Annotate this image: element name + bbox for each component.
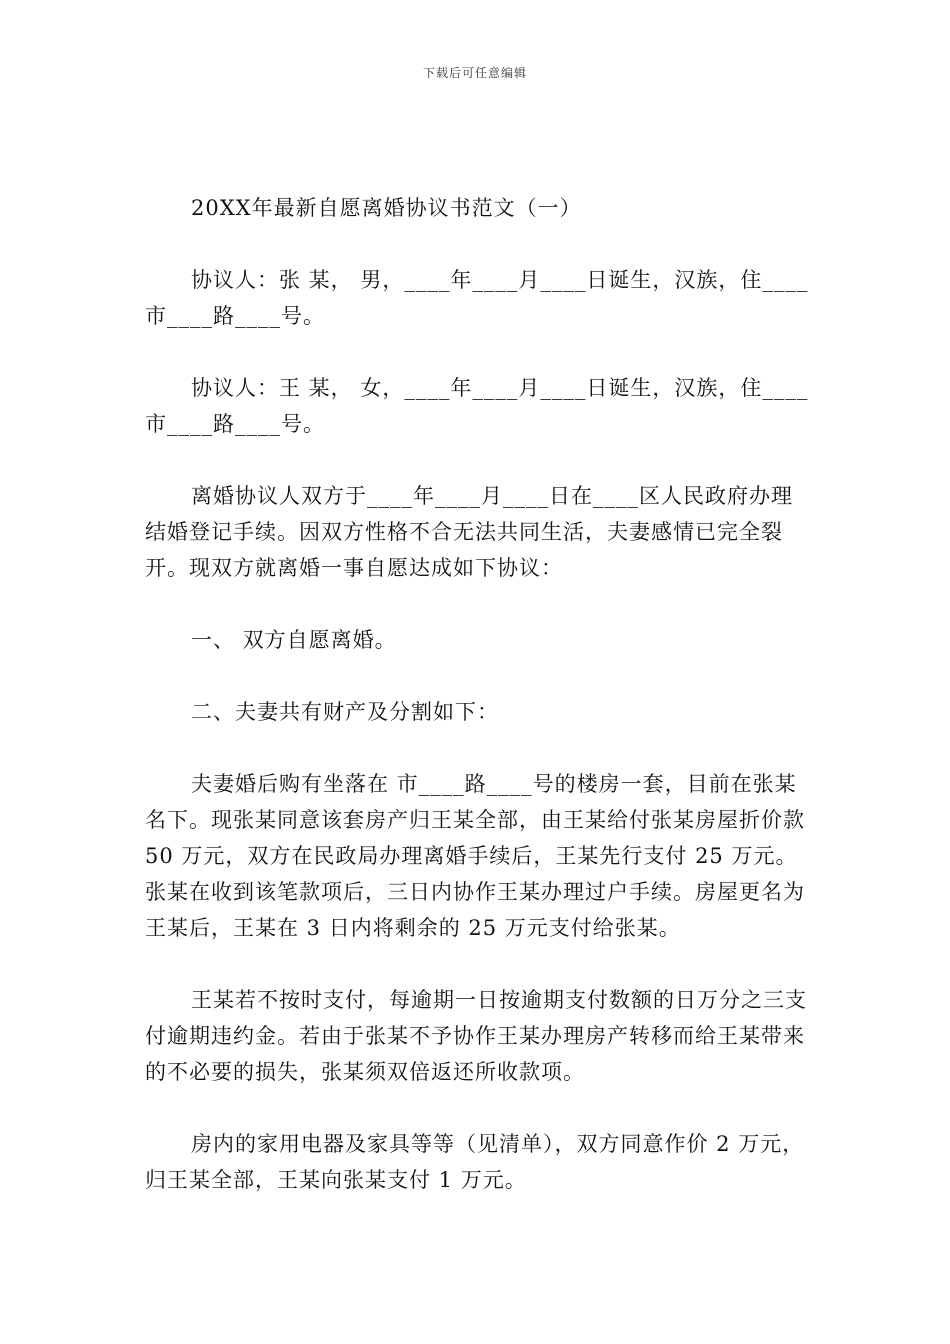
clause-one-paragraph: 一、 双方自愿离婚。	[191, 628, 397, 652]
appliances-furniture-paragraph: 房内的家用电器及家具等等（见清单），双方同意作价 2 万元，归王某全部，王某向张某支付 1 万元。	[145, 1132, 805, 1192]
document-body	[145, 190, 813, 1234]
document-title: 20XX年最新自愿离婚协议书范文（一）	[191, 196, 582, 220]
page-header-note: 下载后可任意编辑	[422, 66, 527, 80]
marriage-background-paragraph: 离婚协议人双方于____年____月____日在____区人民政府办理结婚登记手续。因双方性格不合无法共同生活，夫妻感情已完全裂开。现双方就离婚一事自愿达成如下协议：	[145, 484, 793, 580]
clause-two-heading: 二、夫妻共有财产及分割如下：	[191, 700, 499, 724]
party-zhang-paragraph: 协议人：张 某， 男，____年____月____日诞生，汉族，住____市____路____号。	[145, 268, 809, 328]
party-wang-paragraph: 协议人：王 某， 女，____年____月____日诞生，汉族，住____市____路____号。	[145, 376, 809, 436]
property-house-paragraph: 夫妻婚后购有坐落在 市____路____号的楼房一套，目前在张某名下。现张某同意该套房产归王某全部，由王某给付张某房屋折价款 50 万元，双方在民政局办理离婚手续后，王某先行支付 25 万元。张某在收到该笔款项后，三日内协作王某办理过户手续。房屋更名为王某后，王某在 3 日内将剩余的 25 万元支付给张某。	[145, 772, 805, 940]
late-payment-paragraph: 王某若不按时支付，每逾期一日按逾期支付数额的日万分之三支付逾期违约金。若由于张某不予协作王某办理房产转移而给王某带来的不必要的损失，张某须双倍返还所收款项。	[145, 988, 807, 1084]
